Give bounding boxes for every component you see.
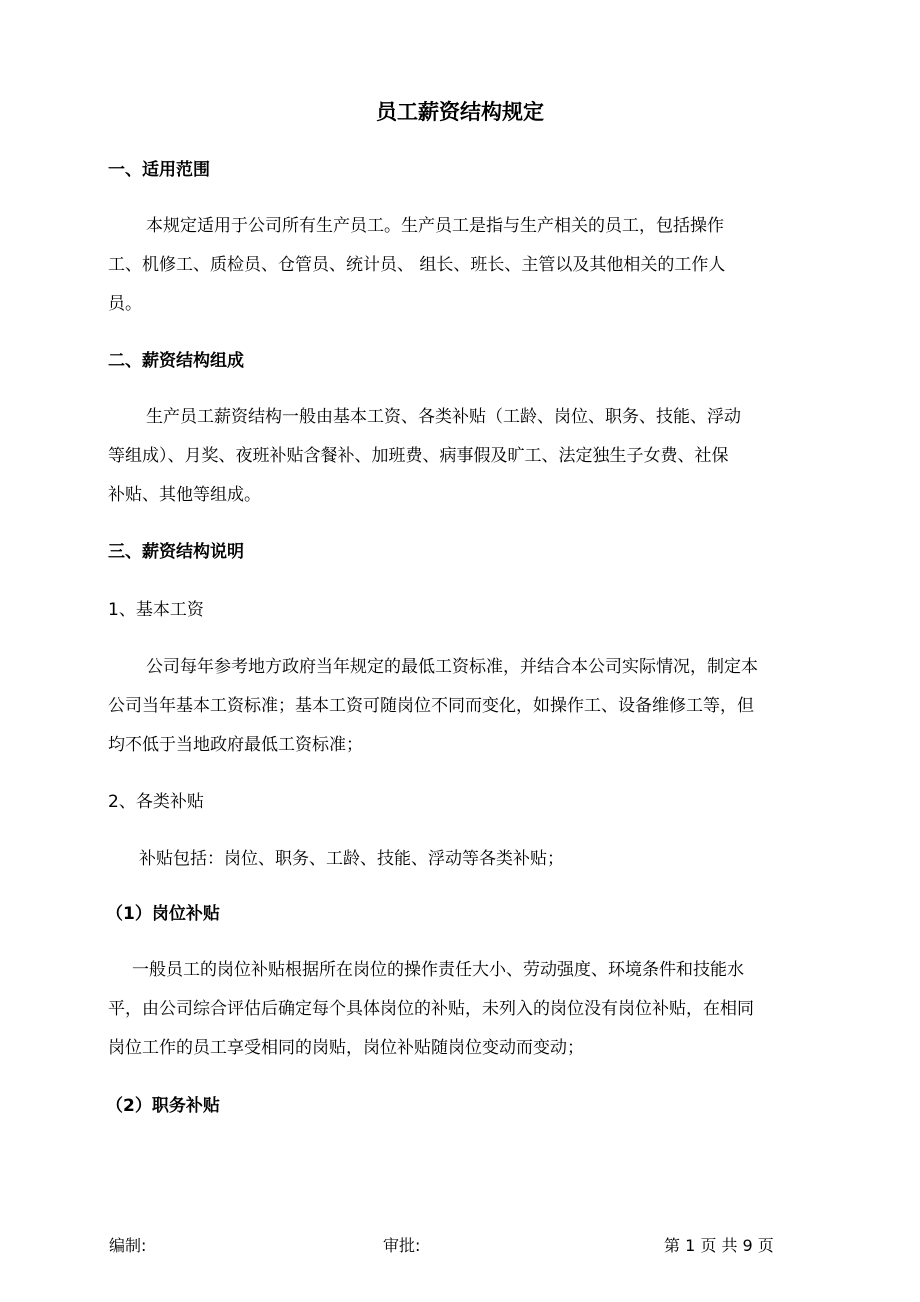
footer-page-number: 第 1 页 共 9 页: [664, 1236, 774, 1255]
section-heading-scope: 一、适用范围: [108, 160, 210, 180]
paragraph-base-salary-cont: [108, 687, 820, 765]
paragraph-scope: [146, 207, 820, 246]
paragraph-post-allowance-cont: [108, 990, 820, 1068]
subsection-heading-base-salary: 1、基本工资: [108, 600, 204, 620]
paragraph-line: 补贴、其他等组成。: [108, 485, 261, 505]
footer-approved-by: 审批:: [383, 1236, 421, 1255]
paragraph-composition: [146, 398, 820, 437]
paragraph-line: 补贴包括：岗位、职务、工龄、技能、浮动等各类补贴；: [139, 849, 564, 869]
paragraph-line: 均不低于当地政府最低工资标准；: [108, 735, 363, 755]
section-heading-explanation: 三、薪资结构说明: [108, 542, 244, 562]
document-title: 员工薪资结构规定: [376, 100, 544, 124]
paragraph-line: 生产员工薪资结构一般由基本工资、各类补贴（工龄、岗位、职务、技能、浮动: [146, 407, 741, 427]
item-heading-duty-allowance: （2）职务补贴: [106, 1096, 220, 1116]
paragraph-line: 一般员工的岗位补贴根据所在岗位的操作责任大小、劳动强度、环境条件和技能水: [132, 960, 744, 980]
paragraph-line: 本规定适用于公司所有生产员工。生产员工是指与生产相关的员工，包括操作: [146, 216, 724, 236]
section-heading-composition: 二、薪资结构组成: [108, 351, 244, 371]
paragraph-line: 平，由公司综合评估后确定每个具体岗位的补贴，未列入的岗位没有岗位补贴，在相同: [108, 999, 754, 1019]
paragraph-line: 公司每年参考地方政府当年规定的最低工资标准，并结合本公司实际情况，制定本: [146, 657, 758, 677]
footer-prepared-by: 编制:: [109, 1236, 147, 1255]
paragraph-scope-cont: [108, 246, 820, 324]
paragraph-post-allowance: [132, 951, 820, 990]
paragraph-composition-cont: [108, 437, 820, 515]
paragraph-line: 员。: [108, 294, 142, 314]
paragraph-base-salary: [146, 648, 820, 687]
paragraph-line: 工、机修工、质检员、仓管员、统计员、 组长、班长、主管以及其他相关的工作人: [108, 255, 726, 275]
item-heading-post-allowance: （1）岗位补贴: [106, 904, 220, 924]
paragraph-line: 等组成）、月奖、夜班补贴含餐补、加班费、病事假及旷工、法定独生子女费、社保: [108, 446, 729, 466]
subsection-heading-allowances: 2、各类补贴: [108, 792, 204, 812]
paragraph-line: 岗位工作的员工享受相同的岗贴，岗位补贴随岗位变动而变动；: [108, 1038, 584, 1058]
paragraph-line: 公司当年基本工资标准；基本工资可随岗位不同而变化，如操作工、设备维修工等，但: [108, 696, 754, 716]
paragraph-allowances: [139, 840, 820, 879]
